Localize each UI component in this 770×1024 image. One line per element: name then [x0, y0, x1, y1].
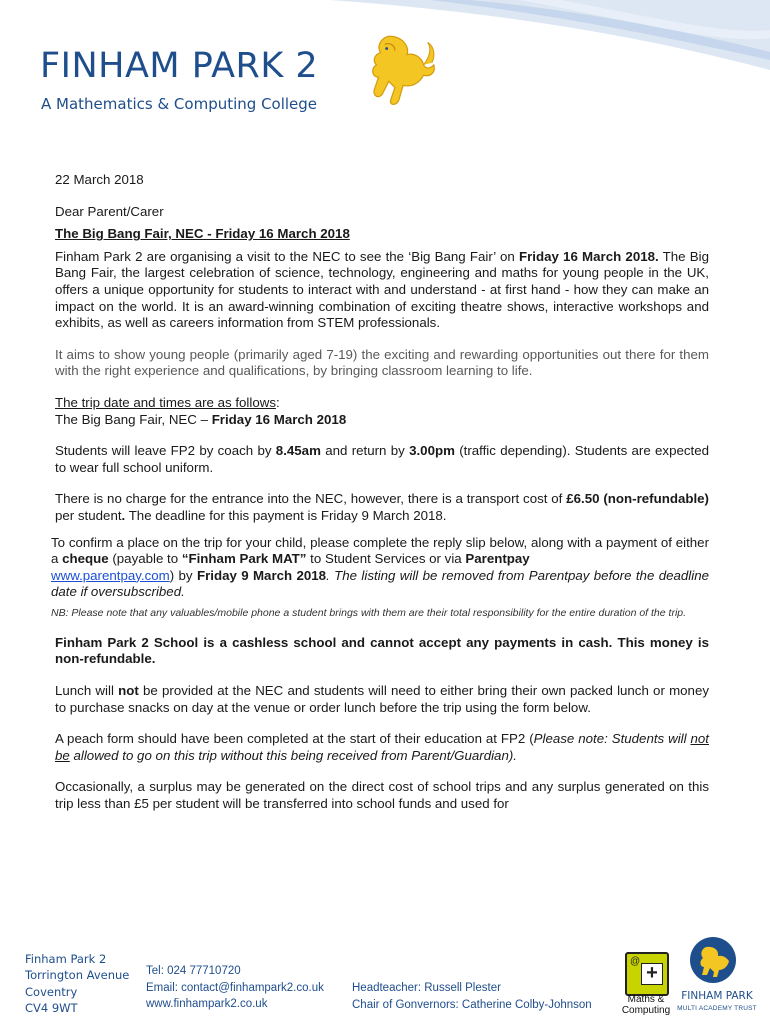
paragraph-lunch: Lunch will not be provided at the NEC and students will need to either bring their own packed lunch or money to purchase snacks on day at the venue or order lunch before the trip using the form below.	[55, 683, 709, 715]
plus-icon: +	[641, 963, 663, 985]
paragraph-intro: Finham Park 2 are organising a visit to the NEC to see the ‘Big Bang Fair’ on Friday 16 March 2018. The Big Bang Fair, the largest celebration of science, technology, engineering and maths for young people in the UK, offers a unique opportunity for students to interact with and understand - at first hand - how they can make an impact on the world. It is an award-winning combination of exciting theatre shows, interactive workshops and exhibits, as well as careers information from STEM professionals.	[55, 248, 710, 331]
school-name: FINHAM PARK 2	[40, 46, 319, 86]
paragraph-peach-form: A peach form should have been completed at the start of their education at FP2 (Please note: Students will not be allowed to go on this trip without this being received from Parent/Guardian).	[55, 731, 709, 763]
footer-address: Finham Park 2 Torrington Avenue Coventry CV4 9WT	[25, 952, 130, 1015]
paragraph-aims: It aims to show young people (primarily aged 7-19) the exciting and rewarding opportunities out there for them with the right experience and qualifications, by bringing classroom learning to life.	[55, 346, 709, 379]
footer-headteacher: Headteacher: Russell Plester	[352, 982, 501, 994]
trust-subtitle: MULTI ACADEMY TRUST	[677, 1005, 757, 1012]
footer-email[interactable]: Email: contact@finhampark2.co.uk	[146, 981, 324, 994]
maths-computing-label: Maths & Computing	[621, 994, 671, 1016]
lion-crest-icon	[358, 28, 440, 110]
paragraph-trip-times: The trip date and times are as follows: The Big Bang Fair, NEC – Friday 16 March 2018	[55, 394, 347, 427]
footer-website[interactable]: www.finhampark2.co.uk	[146, 998, 268, 1010]
letter-date: 22 March 2018	[55, 172, 144, 187]
note-valuables: NB: Please note that any valuables/mobile phone a student brings with them are their total responsibility for the entire duration of the trip.	[51, 606, 687, 619]
paragraph-confirm: To confirm a place on the trip for your child, please complete the reply slip below, along with a payment of either a cheque (payable to “Finham Park MAT” to Student Services or via Parentpay www.parentpay.com) by Friday 9 March 2018. The listing will be removed from Parentpay before the deadline date if oversubscribed.	[51, 534, 709, 600]
school-subtitle: A Mathematics & Computing College	[41, 95, 318, 113]
letter-subject: The Big Bang Fair, NEC - Friday 16 March 2018	[55, 226, 350, 242]
at-symbol-icon: @	[630, 956, 641, 967]
cashless-notice: Finham Park 2 School is a cashless school and cannot accept any payments in cash. This money is non-refundable.	[55, 634, 709, 667]
parentpay-link[interactable]: www.parentpay.com	[51, 567, 170, 583]
trust-name: FINHAM PARK	[681, 990, 753, 1002]
footer-leadership	[352, 980, 592, 1013]
footer-chair: Chair of Gonvernors: Catherine Colby-Johnson	[352, 998, 592, 1011]
trust-lion-icon	[688, 935, 738, 985]
footer-contact	[146, 963, 324, 1013]
paragraph-cost: There is no charge for the entrance into the NEC, however, there is a transport cost of £6.50 (non-refundable) per student. The deadline for this payment is Friday 9 March 2018.	[55, 491, 709, 523]
letter-salutation: Dear Parent/Carer	[55, 203, 164, 219]
footer-tel: Tel: 024 77710720	[146, 965, 241, 977]
paragraph-departure: Students will leave FP2 by coach by 8.45am and return by 3.00pm (traffic depending). Students are expected to wear full school uniform.	[55, 443, 710, 475]
paragraph-surplus: Occasionally, a surplus may be generated on the direct cost of school trips and any surplus generated on this trip less than £5 per student will be transferred into school funds and used for	[55, 779, 709, 812]
maths-computing-badge-icon	[625, 952, 669, 996]
letter-body	[51, 172, 710, 813]
